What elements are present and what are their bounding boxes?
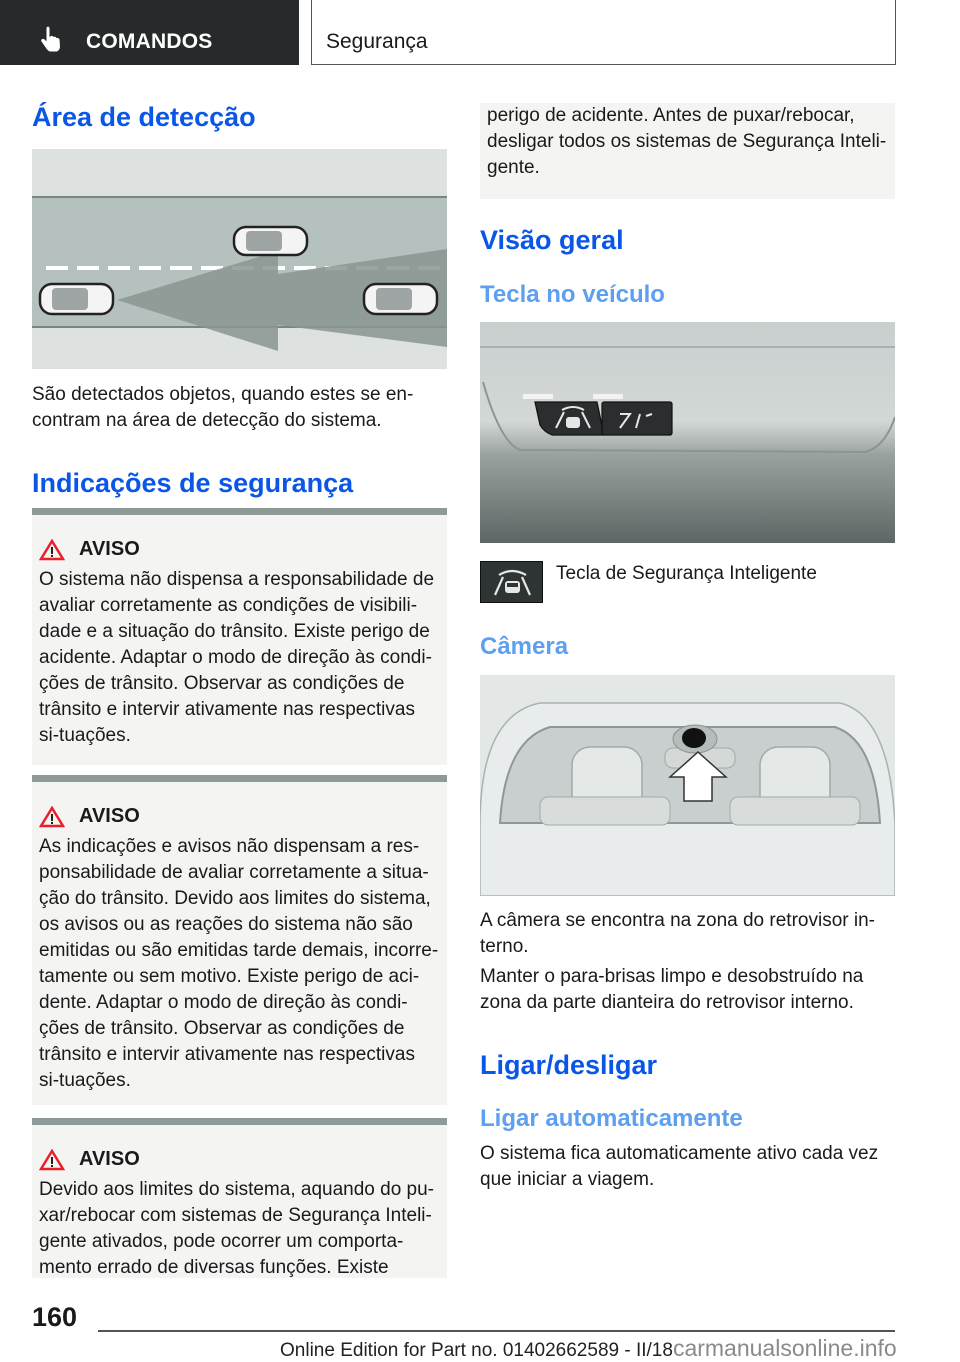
button-legend-text: Tecla de Segurança Inteligente bbox=[556, 563, 817, 584]
detection-area-text: São detectados objetos, quando estes se en-contram na área de detecção do sistema. bbox=[32, 384, 414, 431]
on-off-heading: Ligar/desligar bbox=[480, 1050, 658, 1080]
car-icon bbox=[234, 227, 307, 255]
vehicle-button-heading: Tecla no veículo bbox=[480, 281, 665, 308]
warning-continued-box bbox=[480, 103, 895, 199]
car-icon bbox=[40, 284, 113, 314]
intelligent-safety-button-icon bbox=[480, 561, 543, 603]
camera-clean-text: Manter o para-brisas limpo e desobstruído na zona da parte dianteira do retrovisor interno. bbox=[480, 966, 864, 1013]
warning-text: As indicações e avisos não dispensam a res-ponsabilidade de avaliar corretamente a situa-ção do trânsito. Devido aos limites do sistema, os avisos ou as reações do sistema não são emitidas ou são emitidas tarde demais, incorre-tamente ou sem motivo. Existe perigo de aci-dente. Adaptar o modo de direção às condi-ções de trânsito. Observar as condições de trânsito e intervir ativamente nas respectivas si-tuações. bbox=[39, 836, 439, 1091]
camera-location-text: A câmera se encontra na zona do retrovisor in-terno. bbox=[480, 910, 875, 957]
auto-on-text: O sistema fica automaticamente ativo cada vez que iniciar a viagem. bbox=[480, 1143, 879, 1190]
watermark-link[interactable]: carmanualsonline.info bbox=[672, 1335, 897, 1361]
section-tab-label: COMANDOS bbox=[86, 30, 213, 53]
warning-continued-text: perigo de acidente. Antes de puxar/rebocar, desligar todos os sistemas de Segurança Inteli-gente. bbox=[487, 105, 887, 178]
warning-triangle-icon bbox=[39, 806, 65, 828]
hand-pointer-icon bbox=[40, 26, 62, 52]
detection-area-diagram bbox=[32, 149, 447, 369]
footer-edition bbox=[280, 1335, 897, 1362]
car-icon bbox=[364, 284, 437, 314]
safety-heading: Indicações de segurança bbox=[32, 468, 354, 498]
warning-triangle-icon bbox=[39, 539, 65, 561]
vehicle-button-panel-photo bbox=[480, 322, 895, 543]
detection-area-heading: Área de detecção bbox=[32, 102, 256, 132]
chapter-title: Segurança bbox=[326, 30, 428, 53]
overview-heading: Visão geral bbox=[480, 225, 624, 255]
section-tab bbox=[0, 0, 299, 65]
warning-box bbox=[32, 508, 447, 765]
warning-title: AVISO bbox=[79, 538, 140, 560]
warning-text: O sistema não dispensa a responsabilidade de avaliar corretamente as condições de visibili-dade e a situação do trânsito. Existe perigo de acidente. Adaptar o modo de direção às condi-ções de trânsito. Observar as condições de trânsito e intervir ativamente nas respectivas si-tuações. bbox=[39, 569, 435, 746]
windshield-camera-illustration bbox=[480, 675, 895, 896]
chapter-header bbox=[311, 0, 896, 65]
footer-divider bbox=[98, 1330, 895, 1332]
edition-text: Online Edition for Part no. 01402662589 - II/18 bbox=[280, 1340, 673, 1361]
warning-box bbox=[32, 775, 447, 1105]
warning-triangle-icon bbox=[39, 1149, 65, 1171]
camera-heading: Câmera bbox=[480, 633, 569, 660]
warning-title: AVISO bbox=[79, 805, 140, 827]
auto-on-heading: Ligar automaticamente bbox=[480, 1105, 743, 1132]
warning-box bbox=[32, 1118, 447, 1278]
warning-text: Devido aos limites do sistema, aquando do pu-xar/rebocar com sistemas de Segurança Inteli-gente ativados, pode ocorrer um comporta-mento errado de diversas funções. Existe bbox=[39, 1179, 435, 1278]
warning-title: AVISO bbox=[79, 1148, 140, 1170]
page-number: 160 bbox=[32, 1302, 78, 1332]
